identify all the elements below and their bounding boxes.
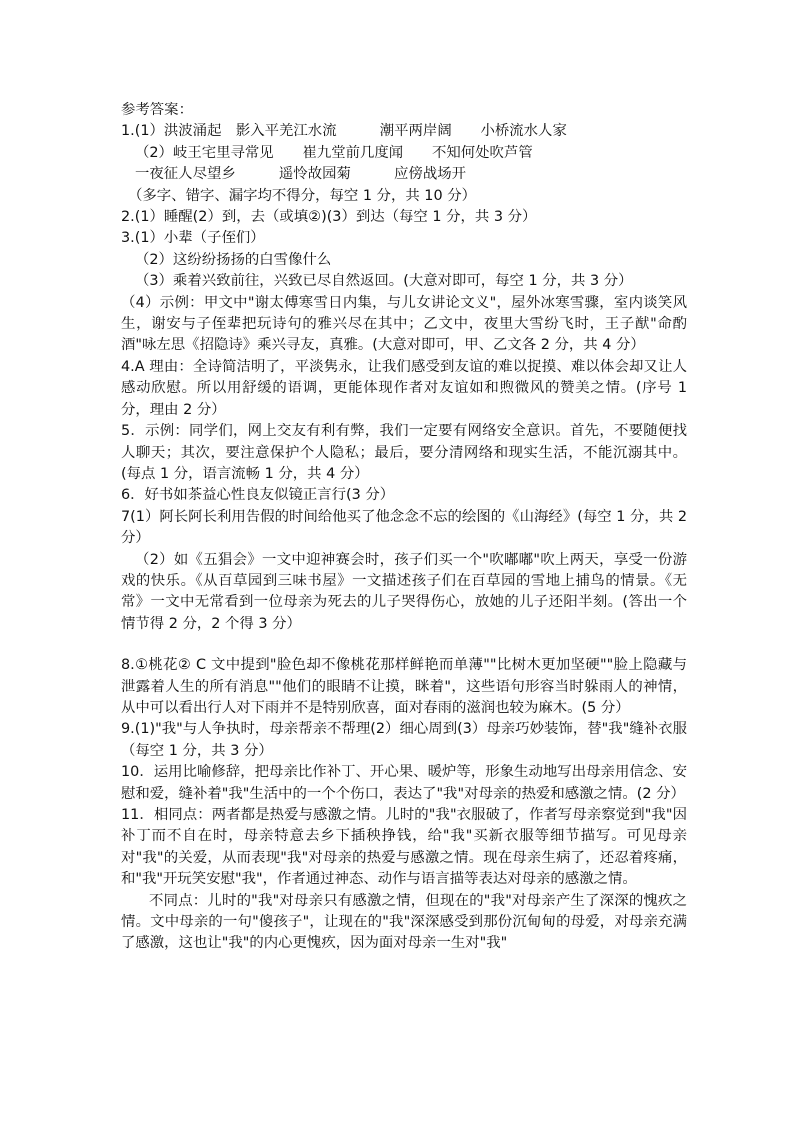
answer-3-4: （4）示例：甲文中"谢太傅寒雪日内集，与儿女讲论文义"，屋外冰寒雪骤，室内谈笑风生，谢安与子侄辈把玩诗句的雅兴尽在其中；乙文中，夜里大雪纷飞时，王子猷"命酌酒"咏左思《招隐诗》乘兴寻友，真雅。(大意对即可，甲、乙文各 2 分，共 4 分） (121, 294, 687, 354)
answer-7-1: 7(1）阿长阿长利用告假的时间给他买了他念念不忘的绘图的《山海经》(每空 1 分，共 2 分） (121, 508, 687, 547)
answer-1-2: （2）岐王宅里寻常见 崔九堂前几度闻 不知何处吹芦管 (135, 144, 533, 161)
answer-5: 5．示例：同学们，网上交友有利有弊，我们一定要有网络安全意识。首先，不要随便找人聊天；其次，要注意保护个人隐私；最后，要分清网络和现实生活，不能沉溺其中。(每点 1 分，语言流畅 1 分，共 4 分） (121, 423, 687, 482)
answer-1-2-cont: 一夜征人尽望乡 遥怜故园菊 应傍战场开 (135, 166, 466, 183)
answer-document (121, 100, 687, 955)
answer-11-same: 11．相同点：两者都是热爱与感激之情。儿时的"我"衣服破了，作者写母亲察觉到"我"因补丁而不自在时，母亲特意去乡下插秧挣钱，给"我"买新衣服等细节描写。可见母亲对"我"的关爱，从而表现"我"对母亲的热爱与感激之情。现在母亲生病了，还忍着疼痛，和"我"开玩笑安慰"我"，作者通过神态、动作与语言描等表达对母亲的感激之情。 (121, 807, 687, 888)
answer-8: 8.①桃花② C 文中提到"脸色却不像桃花那样鲜艳而单薄""比树木更加坚硬""脸上隐藏与泄露着人生的所有消息""他们的眼睛不让摸，眯着"，这些语句形容当时躲雨人的神情，从中可以看出行人对下雨并不是特别欣喜，面对春雨的滋润也较为麻木。(5 分） (121, 657, 687, 716)
answer-6: 6．好书如茶益心性良友似镜正言行(3 分） (121, 487, 395, 504)
answer-3-2: （2）这纷纷扬扬的白雪像什么 (135, 251, 332, 268)
document-title: 参考答案： (121, 102, 193, 118)
answer-7-2: （2）如《五猖会》一文中迎神赛会时，孩子们买一个"吹嘟嘟"吹上两天，享受一份游戏的快乐。《从百草园到三味书屋》一文描述孩子们在百草园的雪地上捕鸟的情景。《无常》一文中无常看到一位母亲为死去的儿子哭得伤心，放她的儿子还阳半刻。(答出一个情节得 2 分，2 个得 3 分） (121, 551, 687, 632)
section-gap (121, 635, 687, 655)
answer-11-diff: 不同点：儿时的"我"对母亲只有感激之情，但现在的"我"对母亲产生了深深的愧疚之情。文中母亲的一句"傻孩子"，让现在的"我"深深感受到那份沉甸甸的母爱，对母亲充满了感激，这也让"我"的内心更愧疚，因为面对母亲一生对"我" (121, 892, 687, 952)
answer-9: 9.(1)"我"与人争执时，母亲帮亲不帮理(2）细心周到(3）母亲巧妙装饰，替"我"缝补衣服（每空 1 分，共 3 分） (121, 721, 687, 759)
answer-10: 10．运用比喻修辞，把母亲比作补丁、开心果、暖炉等，形象生动地写出母亲用信念、安慰和爱，缝补着"我"生活中的一个个伤口，表达了"我"对母亲的热爱和感激之情。(2 分） (121, 764, 687, 802)
answer-1-1: 1.(1）洪波涌起 影入平羌江水流 潮平两岸阔 小桥流水人家 (121, 123, 567, 140)
answer-4: 4.A 理由：全诗简洁明了，平淡隽永，让我们感受到友谊的难以捉摸、难以体会却又让人感动欣慰。所以用舒缓的语调，更能体现作者对友谊如和煦微风的赞美之情。(序号 1 分，理由 2 分） (121, 358, 687, 418)
answer-3-3: （3）乘着兴致前往，兴致已尽自然返回。(大意对即可，每空 1 分，共 3 分） (135, 273, 633, 290)
answer-3-1: 3.(1）小辈（子侄们） (121, 230, 265, 247)
answer-2: 2.(1）睡醒(2）到，去（或填②)(3）到达（每空 1 分，共 3 分） (121, 209, 537, 226)
answer-1-scoring: （多字、错字、漏字均不得分，每空 1 分，共 10 分） (128, 187, 476, 204)
